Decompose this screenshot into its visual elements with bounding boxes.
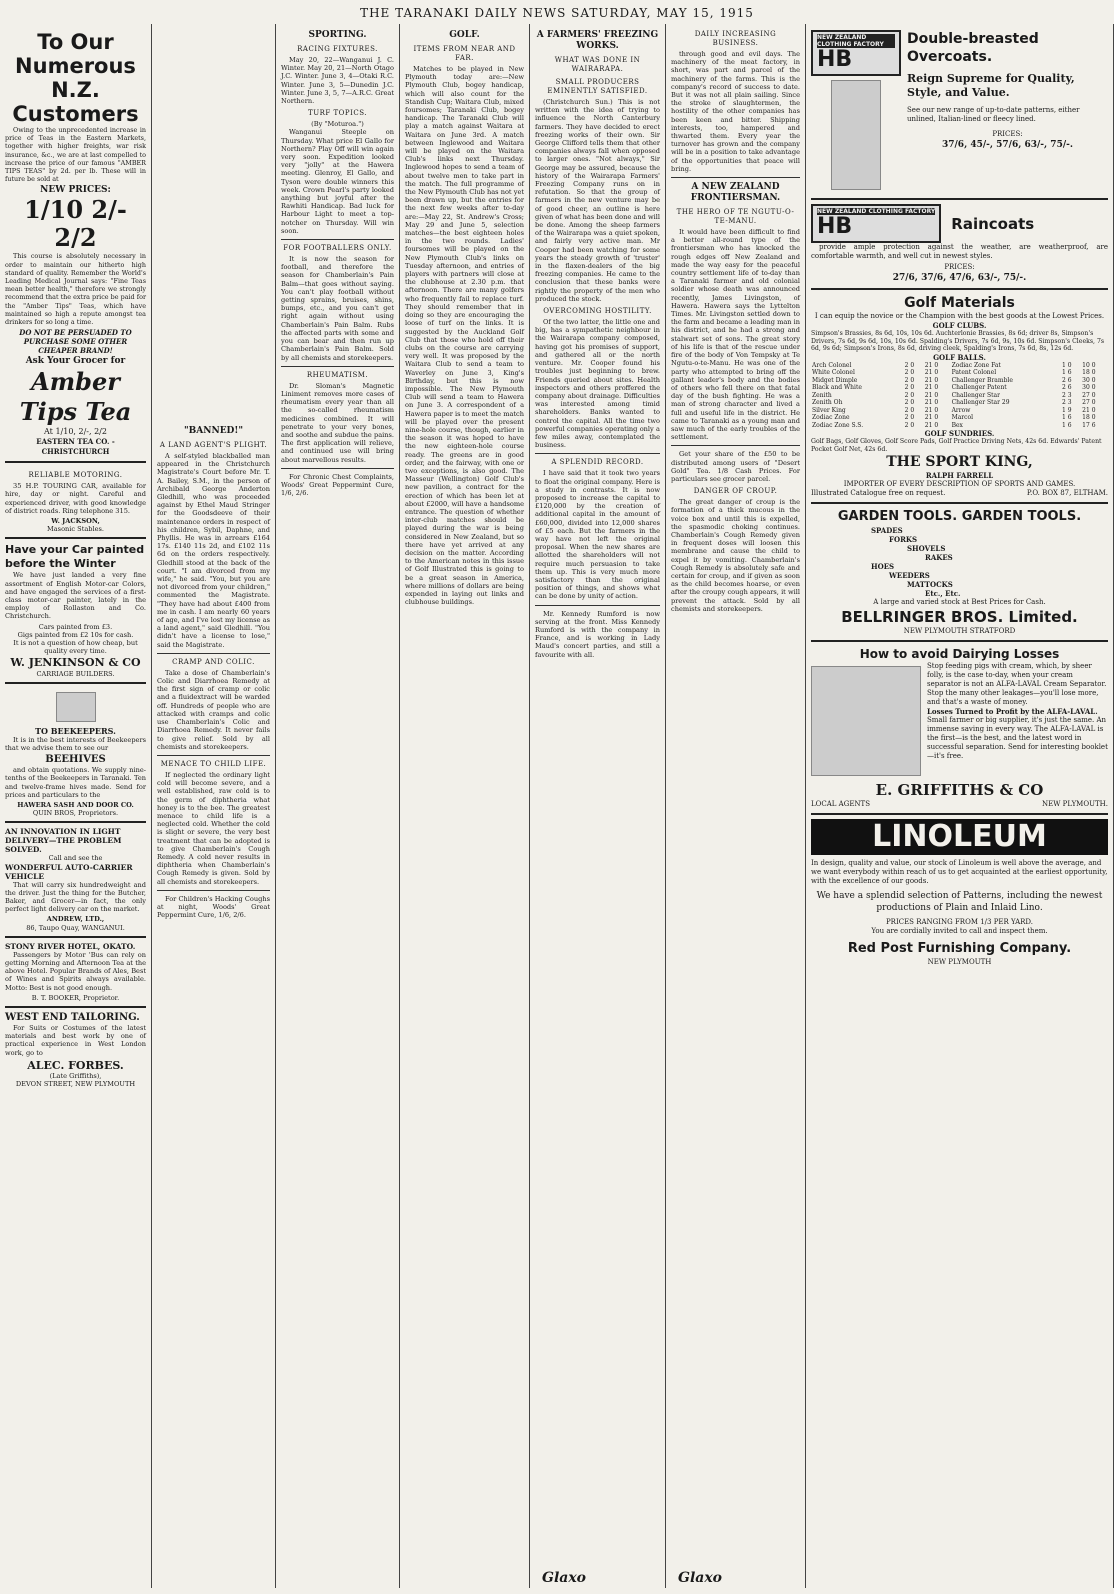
golf-ball-cell: 2 0 [904, 399, 915, 407]
cramp-head: CRAMP AND COLIC. [172, 657, 255, 666]
golf-ball-cell: 21 0 [924, 421, 939, 429]
column-4 [400, 24, 530, 1588]
golf-ball-row [811, 422, 1108, 430]
garden-item: HOES [871, 562, 895, 572]
golf-ball-cell: 18 0 [1082, 414, 1096, 422]
golf-ball-cell: 1 9 [1062, 406, 1072, 414]
frontiersman-text: It would have been difficult to find a better all-round type of the frontiersman who has knocked the rough edges off New Zealand and made the way easy for the peaceful country settlement life of to-day than a Taranaki farmer and old colonial soldier whose death was announced recently, James Livingston, of Hawera. Hawera says the Lyttelton Times. Mr. Livingston settled down to the farm and became a leading man in his district, and he had a strong and stalwart set of sons. The great story of his life is that of the rescue under fire of the body of Von Tempsky at Te Ngutu-o-te-Manu. He was one of the party who attempted to bring off the gallant leader's body and the bodies of others who fell there on that fatal day of the bush fighting. He was a man of strong character and lived a full and useful life in the district. He came to Taranaki as a young man and saw much of the early troubles of the settlement. [671, 228, 801, 442]
golf-ball-cell: 30 0 [1082, 376, 1096, 384]
rain-head: Raincoats [951, 214, 1035, 233]
cramp-text: Take a dose of Chamberlain's Colic and Diarrhoea Remedy at the first sign of cramp or colic and a fluidextract will be warded off. Hundreds of people who are attacked with cramps and colic use Chamberlain's Colic and Diarrhoea Remedy. It never fails to give relief. Sold by all chemists and storekeepers. [157, 668, 270, 751]
farrell-cat: Illustrated Catalogue free on request. [811, 489, 946, 498]
garden-item: FORKS [889, 535, 918, 545]
golf-ball-cell: Challenger Star 29 [951, 399, 1010, 407]
beehives: BEEHIVES [45, 754, 106, 766]
bellringer-towns: NEW PLYMOUTH STRATFORD [903, 627, 1016, 636]
golf-ball-cell: Marcol [951, 414, 974, 422]
farmers-sub2: SMALL PRODUCERS EMINENTLY SATISFIED. [547, 78, 648, 95]
delivery-body: That will carry six hundredweight and the driver. Just the thing for the Butcher, Baker, and Grocer—in fact, the only perfect light delivery car on the market. [5, 880, 146, 914]
motoring-head: RELIABLE MOTORING. [28, 471, 123, 480]
hb-small-2: NEW ZEALAND CLOTHING FACTORY [817, 208, 936, 215]
menace-text: If neglected the ordinary light cold will become severe, and a well established, raw cold is to the germ of diphtheria what honey is to the bee. The greatest menace to child life is a neglected cold. Whether the cold is slight or severe, the very best treatment that can be adopted is to give Chamberlain's Cough Remedy. A cold never results in diphtheria when Chamberlain's Cough Remedy is given. Sold by all chemists and storekeepers. [157, 770, 270, 886]
garden-head: GARDEN TOOLS. GARDEN TOOLS. [837, 509, 1082, 525]
farrell-sub: IMPORTER OF EVERY DESCRIPTION OF SPORTS AND GAMES. [843, 480, 1076, 489]
raincoat-header [811, 204, 1108, 243]
golf-ball-cell: 10 0 [1082, 361, 1096, 369]
divider [157, 653, 270, 654]
divider [535, 453, 660, 454]
col3-footer: For Chronic Chest Complaints, Woods' Great Peppermint Cure, 1/6, 2/6. [281, 472, 394, 498]
golf-ball-cell: 30 0 [1082, 384, 1096, 392]
hb-logo [811, 30, 901, 76]
divider [157, 755, 270, 756]
banned-sub: A LAND AGENT'S PLIGHT. [159, 441, 268, 449]
menace-head: MENACE TO CHILD LIFE. [160, 759, 267, 768]
motoring-addr: Masonic Stables. [47, 525, 104, 534]
golf-ball-cell: Silver King [812, 406, 846, 414]
golf-ball-row [811, 407, 1108, 415]
clubs-head: GOLF CLUBS. [932, 321, 987, 330]
persuade-text: DO NOT BE PERSUADED TO PURCHASE SOME OTHER CHEAPER BRAND! [19, 328, 132, 356]
lino-text: In design, quality and value, our stock of Linoleum is well above the average, and we want everybody within reach of us to get acquainted at the earliest opportunity, with the excellence of our goods. [811, 859, 1108, 886]
stony-body: Passengers by Motor 'Bus can rely on getting Morning and Afternoon Tea at the above Hotel. Popular Brands of Ales, Best of Wines and Spirits always available. Motto: Best is not good enough. [5, 950, 146, 992]
golf-ball-cell: 21 0 [924, 376, 939, 384]
cars-price: Cars painted from £3. [38, 622, 113, 631]
golf-ball-cell: 27 0 [1082, 399, 1096, 407]
dairy-body [811, 662, 1108, 780]
amber-body: Owing to the unprecedented increase in price of Teas in the Eastern Markets, together with higher freights, war risk insurance, &c., we are at last compelled to increase the price of our famous "AMBER TIPS TEAS" by 2d. per lb. These will in future be sold at [5, 126, 146, 184]
golf-ball-row [811, 392, 1108, 400]
golf-ball-cell: 2 0 [904, 406, 915, 414]
linoleum-banner: LINOLEUM [811, 819, 1108, 855]
alfa-laval-ad [811, 642, 1108, 815]
golf-ball-cell: 18 0 [1082, 369, 1096, 377]
banned-head: "BANNED!" [183, 426, 244, 436]
golf-ball-cell: 21 0 [1082, 406, 1096, 414]
golf-ball-row [811, 362, 1108, 370]
andrew-ltd: ANDREW, LTD., [46, 915, 105, 924]
stony-head: STONY RIVER HOTEL, OKATO. [5, 941, 136, 951]
golf-ball-cell: 2 0 [904, 391, 915, 399]
linoleum-ad [811, 819, 1108, 967]
garden-tools-ad [811, 504, 1108, 642]
mr-text: Mr. Kennedy Rumford is now serving at the front. Miss Kennedy Rumford is with the company in France, and is working in Lady Maud's concert parties, and still a favourite with all. [535, 609, 660, 659]
garden-stock: A large and varied stock at Best Prices for Cash. [873, 598, 1046, 607]
overcoat-text [907, 30, 1108, 194]
balls-head: GOLF BALLS. [933, 352, 986, 362]
hb-letters: HB [817, 47, 853, 72]
jenkinson-sub: CARRIAGE BUILDERS. [36, 669, 115, 678]
ask-grocer: Ask Your Grocer for [25, 356, 126, 367]
golf-ball-cell: 21 0 [924, 406, 939, 414]
eastern-tea-co: EASTERN TEA CO. - CHRISTCHURCH [36, 437, 115, 457]
stony-river-ad [5, 938, 146, 1008]
motoring-body: 35 H.P. TOURING CAR, available for hire, day or night. Careful and experienced driver, with good knowledge of district roads. Ring telephone 315. [5, 482, 146, 515]
red-post-town: NEW PLYMOUTH [927, 958, 992, 967]
column-2 [152, 24, 276, 1588]
griffiths-footer [811, 800, 1108, 809]
golf-ball-cell: Challenger Star [951, 391, 1000, 399]
amber-tips-ad [5, 26, 146, 463]
golf-ball-cell: Zodiac Zone [812, 414, 850, 422]
clubs-text: Simpson's Brassies, 8s 6d, 10s, 10s 6d. Auchterlonie Brassies, 8s 6d; driver 8s, Simpson's Drivers, 7s 6d, 9s 6d, 10s, 10s 6d. Spalding's Drivers, 7s 6d, 9s, 10s 6d. Simpson's Cleeks, 7s 6d, 9s 6d; Simpson's Irons, 8s 6d, driving cleek, Spalding's Irons, 7s 6d, 8s, 12s 6d. [811, 330, 1105, 353]
golf-ball-cell: Patent Colonel [951, 369, 997, 377]
golf-sub: ITEMS FROM NEAR AND FAR. [413, 45, 516, 62]
cars-note: It is not a question of how cheap, but quality every time. [13, 639, 138, 656]
golf-ball-cell: Bex [951, 421, 963, 429]
golf-ball-row [811, 369, 1108, 377]
golf-ball-cell: 27 0 [1082, 391, 1096, 399]
divider [535, 605, 660, 606]
hb-logo-2 [811, 204, 941, 243]
db-sub: Reign Supreme for Quality, Style, and Value. [907, 72, 1075, 99]
amber-price: At 1/10, 2/-, 2/2 [44, 427, 107, 437]
lino-prices: PRICES RANGING FROM 1/3 PER YARD. [885, 918, 1034, 927]
glaxo-ad-2: Glaxo [677, 1569, 723, 1586]
rain-prices: 27/6, 37/6, 47/6, 63/-, 75/-. [892, 273, 1027, 283]
golf-ball-row [811, 414, 1108, 422]
farmers-sub: WHAT WAS DONE IN WAIRARAPA. [554, 56, 641, 73]
glaxo-ad-1: Glaxo [541, 1569, 587, 1586]
separator-illustration [811, 666, 921, 776]
column-5 [530, 24, 666, 1588]
farrell-box: P.O. BOX 87, ELTHAM. [1026, 489, 1108, 498]
sundries-head: GOLF SUNDRIES. [924, 429, 995, 439]
motoring-ad [5, 463, 146, 539]
dairy-text2: Small farmer or big supplier, it's just the same. An immense saving in every way. The ALFA-LAVAL is the first—is the best, and the latest word in successful separation. Send for interesting booklet—it's free. [927, 716, 1108, 761]
golf-ball-cell: Zenith [812, 391, 832, 399]
overcoat-ad [811, 26, 1108, 200]
golf-ball-cell: 2 0 [904, 361, 915, 369]
lino-pattern: We have a splendid selection of Patterns, including the newest productions of Plain and Inlaid Lino. [816, 891, 1103, 914]
frontiersman-head: A NEW ZEALAND FRONTIERSMAN. [690, 182, 781, 204]
golf-ball-cell: Arrow [951, 406, 971, 414]
dairy-turned: Losses Turned to Profit by the ALFA-LAVAL. [927, 707, 1098, 717]
col2-footer: For Children's Hacking Coughs at night, Woods' Great Peppermint Cure, 1/6, 2/6. [157, 894, 270, 920]
golf-ball-cell: Zodiac Zone Fat [951, 361, 1001, 369]
divider [281, 468, 394, 469]
andrew-addr: 86, Taupo Quay, WANGANUI. [26, 923, 125, 932]
golf-ball-cell: 17 6 [1082, 421, 1096, 429]
divider [281, 239, 394, 240]
fixtures-head: RACING FIXTURES. [297, 45, 378, 53]
stock-text: Get your share of the £50 to be distributed among users of "Desert Gold" Tea. 1/8 Cash Prices. For particulars see grocer parcel. [671, 450, 800, 483]
golf-materials-head: Golf Materials [904, 295, 1015, 311]
car-body: We have just landed a very fine assortment of English Motor-car Colors, and have engaged the services of a first-class motor-car painter, lately in the employ of Rollaston and Co. Christchurch. [5, 571, 146, 621]
golf-ball-cell: 21 0 [924, 361, 939, 369]
masthead: THE TARANAKI DAILY NEWS SATURDAY, MAY 15, 1915 [360, 6, 754, 20]
hostility-text: Of the two latter, the little one and big, has a sympathetic neighbour in the Wairarapa company composed, having got his promises of support, and gathered all or the north venture. Mr. Cooper found his troubles just beginning to brew. Friends queried about sites. Health inspectors and others proffered the company about drainage. Difficulties was interested among timid shareholders. Banks wanted to control the capital. All the time two powerful companies operating only a few miles away, contemplated the business. [535, 318, 660, 450]
griffiths-sub: LOCAL AGENTS [811, 800, 871, 809]
golf-ball-cell: 2 0 [904, 369, 915, 377]
divider [671, 445, 800, 446]
amber-title: To Our Numerous N.Z. Customers [12, 30, 139, 126]
footballers-head: FOR FOOTBALLERS ONLY. [283, 244, 392, 253]
divider [281, 366, 394, 367]
alec-sub: (Late Griffiths), [49, 1071, 102, 1080]
golf-ball-cell: Zenith Oh [812, 399, 843, 407]
westend-head: WEST END TAILORING. [5, 1011, 140, 1023]
croup-text: The great danger of croup is the formation of a thick mucous in the voice box and until this is expelled, the spasmodic choking continues. Chamberlain's Cough Remedy given in frequent doses will loosen this membrane and cause the child to expel it by vomiting. Chamberlain's Cough Remedy is absolutely safe and certain for croup, and if given as soon as the child becomes hoarse, or even after the croupy cough appears, it will prevent the attack. Sold by all chemists and storekeepers. [671, 498, 800, 613]
golf-head: GOLF. [449, 30, 480, 40]
hostility-head: OVERCOMING HOSTILITY. [543, 307, 652, 316]
motoring-name: W. JACKSON, [51, 517, 100, 526]
jenkinson: W. JENKINSON & CO [10, 655, 141, 669]
garden-item: WEEDERS [889, 571, 930, 581]
golf-balls-table [811, 362, 1108, 430]
griffiths-town: NEW PLYMOUTH. [1042, 800, 1108, 809]
rheumatism-text: Dr. Sloman's Magnetic Liniment removes more cases of rheumatism every year than all the so-called rheumatism medicines combined. It will penetrate to your very bones, and soothe and subdue the pains. The first application will relieve, and continued use will bring about marvellous results. [281, 381, 394, 464]
golf-ball-cell: 2 3 [1062, 391, 1072, 399]
golf-text: Matches to be played in New Plymouth today are:—New Plymouth Club, bogey handicap, which will also count for the Standish Cup; Waitara Club, mixed foursomes; Taranaki Club, bogey handicap. The Taranaki Club will play a match against Waitara at Waitara on June 3rd. A match between Inglewood and Waitara will be played on the Waitara Club's links next Thursday. Inglewood hopes to send a team of about twelve men to take part in the match. The full programme of the New Plymouth Club has not yet been drawn up, but the entries for the next few weeks after to-day are:—May 22, St. Andrew's Cross; May 29 and June 5, selection matches—the best eighteen holes in the two rounds. Ladies' foursomes will be played on the New Plymouth Club's links on Tuesday afternoon, and entries of players with partners will close at the clubhouse at 2.30 p.m. that afternoon. There are many golfers who frequently fail to replace turf. They should remember that in doing so they are encouraging the loose of turf on the links. It is suggested by the Auckland Golf Club that those who hold off their clubs on the course are carrying very well. It was proposed by the Waitara Club to send a team to Waverley on June 3, King's Birthday, but this is now impossible. The New Plymouth Club will send a team to Hawera on June 3. A correspondent of a Hawera paper is to meet the match will be played over the present nine-hole course, though, earlier in the season it was hoped to have the new eighteen-hole course ready. The greens are in good order, and the fairway, with one or two exceptions, is also good. The Masseur (Wellington) Golf Club's new pavilion, a contract for the erection of which has been let at about £2000, will have a handsome entrance. The question of whether inter-club matches should be played during the war is being considered in New Zealand, but so there have yet arrived at any decision on the matter. According to the American notes in this issue of Golf Illustrated this is going to be a great season in America, where millions of dollars are being expended in laying out links and clubhouse buildings. [405, 65, 524, 607]
beehive-illustration [56, 692, 96, 722]
hawera-sash: HAWERA SASH AND DOOR CO. [17, 800, 134, 809]
hb-letters-2: HB [817, 214, 853, 239]
turf-head: TURF TOPICS. [308, 109, 367, 118]
golf-ball-cell: 2 0 [904, 384, 915, 392]
farrell-footer [811, 489, 1108, 498]
golf-materials-ad [811, 290, 1108, 504]
bee-head: TO BEEKEEPERS. [35, 725, 116, 736]
new-prices-label: NEW PRICES: [40, 185, 111, 196]
dairy-text-block [927, 662, 1108, 780]
golf-ball-row [811, 377, 1108, 385]
griffiths: E. GRIFFITHS & CO [875, 781, 1044, 800]
golf-ball-cell: 1 6 [1062, 414, 1072, 422]
divider [157, 890, 270, 891]
farrell: RALPH FARRELL [925, 471, 994, 481]
turf-text: Wanganui Steeple on Thursday. What price El Gallo for Northern? Play Off will win again very soon. Expedition looked very "jolly" at the Hawera meeting. Glenroy, El Gallo, and Tyson were double winners this week. Crown Pearl's party looked anything but joyful after the Rawhiti Handicap. Bad luck for Harbour Light to meet a top-notcher on Thursday. Will win soon. [281, 128, 394, 235]
croup-head: DANGER OF CROUP. [693, 487, 778, 496]
garden-item: SPADES [871, 526, 903, 536]
golf-ball-row [811, 384, 1108, 392]
delivery-head: AN INNOVATION IN LIGHT DELIVERY—THE PROBLEM SOLVED. [5, 827, 122, 855]
bee-body2: and obtain quotations. We supply nine-tenths of the Beekeepers in Taranaki. Ten and twelve-frame hives made. Send for prices and particulars to the [5, 766, 146, 799]
car-paint-ad [5, 539, 146, 683]
column-1 [0, 24, 152, 1588]
golf-ball-cell: 2 0 [904, 414, 915, 422]
golf-ball-cell: 2 6 [1062, 384, 1072, 392]
gigs-price: Gigs painted from £2 10s for cash. [17, 630, 134, 639]
golf-ball-cell: 21 0 [924, 399, 939, 407]
sport-king: THE SPORT KING, [886, 454, 1033, 471]
amber-tips-logo: Amber Tips Tea [19, 367, 132, 427]
daily-head: DAILY INCREASING BUSINESS. [694, 30, 777, 47]
sundries-text: Golf Bags, Golf Gloves, Golf Score Pads, Golf Practice Driving Nets, 42s 6d. Edwards' Patent Pocket Golf Net, 42s 6d. [811, 438, 1102, 453]
overcoat-figure [831, 80, 881, 190]
dairy-head: How to avoid Dairying Losses [859, 647, 1060, 662]
golf-ball-cell: 2 3 [1062, 399, 1072, 407]
golf-ball-cell: 21 0 [924, 414, 939, 422]
garden-item: MATTOCKS [907, 580, 953, 590]
car-head: Have your Car painted before the Winter [5, 543, 145, 571]
westend-body: For Suits or Costumes of the latest materials and best work by one of practical experience in West London work, go to [5, 1023, 146, 1057]
golf-ball-cell: 1 0 [1062, 361, 1072, 369]
frontiersman-sub: THE HERO OF TE NGUTU-O-TE-MANU. [676, 208, 795, 226]
bee-body: It is in the best interests of Beekeepers that we advise them to see our [5, 735, 146, 752]
golf-ball-cell: Zodiac Zone S.S. [812, 421, 864, 429]
garden-item: Etc., Etc. [925, 589, 961, 599]
red-post: Red Post Furnishing Company. [847, 941, 1072, 957]
golf-ball-cell: 1 6 [1062, 369, 1072, 377]
raincoat-ad [811, 200, 1108, 290]
golf-ball-cell: 21 0 [924, 384, 939, 392]
stony-name: B. T. BOOKER, Proprietor. [31, 993, 120, 1002]
beekeepers-ad [5, 684, 146, 824]
garden-item: SHOVELS [907, 544, 946, 554]
golf-ball-cell: Challenger Bramble [951, 376, 1013, 384]
rain-prices-label: PRICES: [944, 263, 975, 271]
farmers-head: A FARMERS' FREEZING WORKS. [536, 30, 659, 51]
bellringer: BELLRINGER BROS. Limited. [841, 608, 1078, 627]
column-7 [806, 24, 1114, 1588]
golf-ball-cell: 1 6 [1062, 421, 1072, 429]
garden-item: RAKES [925, 553, 953, 563]
golf-intro: I can equip the novice or the Champion with the best goods at the Lowest Prices. [814, 312, 1105, 320]
dairy-text: Stop feeding pigs with cream, which, by sheer folly, is the case to-day, when your cream separator is not an ALFA-LAVAL Cream Separator. Stop the many other leakages—you'll lose more, and that's a waste of money. [927, 662, 1107, 707]
alec-addr: DEVON STREET, NEW PLYMOUTH [15, 1079, 136, 1088]
column-6 [666, 24, 806, 1588]
record-head: A SPLENDID RECORD. [551, 458, 644, 467]
delivery-title: WONDERFUL AUTO-CARRIER VEHICLE [5, 862, 133, 881]
daily-text: through good and evil days. The machinery of the meat factory, in short, was part and parcel of the machinery of the farms. This is the company's record of success to date. But it was not all plain sailing. Since the stroke of slaughtermen, the hostility of the other companies has been keen and bitter. Shipping interests, too, hampered and thwarted them. Every year the turnover has grown and the company will be in a position to take advantage of the opportunities that peace will bring. [671, 50, 800, 173]
new-prices: 1/10 2/- 2/2 [24, 195, 127, 253]
golf-ball-cell: 2 0 [904, 421, 915, 429]
column-3 [276, 24, 400, 1588]
hawera-sub: QUIN BROS, Proprietors. [32, 809, 119, 818]
overcoat-figure-block [811, 30, 901, 194]
sporting-head: SPORTING. [308, 30, 367, 40]
golf-ball-cell: Challenger Patent [951, 384, 1007, 392]
golf-ball-cell: White Colonel [812, 369, 855, 377]
footballers-text: It is now the season for football, and therefore the season for Chamberlain's Pain Balm—that goes without saying. You can't play football without getting sprains, bruises, shins, bumps, etc., and you can't get right again without using Chamberlain's Pain Balm. Rubs the affected parts with some and you can bear and then run up Chamberlain's Pain Balm. Sold by all chemists and storekeepers. [281, 255, 394, 362]
db-prices: 37/6, 45/-, 57/6, 63/-, 75/-. [942, 140, 1073, 150]
golf-ball-cell: 21 0 [924, 369, 939, 377]
db-prices-label: PRICES: [992, 130, 1023, 138]
fixtures-text: May 20, 22—Wanganui J. C. Winter. May 20, 21—North Otago J.C. Winter. June 3, 4—Otaki R.C. Winter. June 3, 5—Dunedin J.C. Winter. June 3, 5, 7—A.R.C. Great Northern. [281, 56, 394, 106]
lino-invite: You are cordially invited to call and inspect them. [871, 927, 1048, 936]
golf-ball-cell: Arch Colonel [812, 361, 852, 369]
farmers-text: (Christchurch Sun.) This is not written with the idea of trying to influence the North Canterbury farmers. They have decided to erect freezing works of their own. Sir George Clifford tells them that other companies always fall when opposed to larger ones. "Not always," Sir George may be assured, because the history of the Wairarapa Farmers' Freezing Company runs on in refutation. So that the group of farmers in the new venture may be of good cheer, an outline is here given of what has been done and will be done. Among the sheep farmers of the Wairarapa was a quiet spoken, and fairly very active man. Mr Cooper had been watching for some years the steady growth of 'truster' in the flaxen-dealers of the big freezing companies. He came to the conclusion that these banks were rightly the property of the men who produced the stock. [535, 98, 660, 303]
record-text: I have said that it took two years to float the original company. Here is a study in contrasts. It is now proposed to increase the capital to £120,000 by the creation of additional capital in the amount of £60,000, divided into 12,000 shares of £5 each. But the farmers in the way have not left the original proposal. When the new shares are allotted the shareholders will not require much persuasion to take them up. This is very much more satisfactory than the original position of things, and shows what can be done by unity of action. [535, 469, 660, 601]
course-text: This course is absolutely necessary in order to maintain our hitherto high standard of quality. Remember the World's Leading Medical Journal says: "Fine Teas mean better health," therefore we strongly recommend that the extra price be paid for the "Amber Tips" Teas, which have maintained so high a repute amongst tea drinkers for so long a time. [5, 252, 146, 327]
turf-by: (By "Moturoa.") [311, 120, 364, 129]
delivery-ad [5, 823, 146, 937]
alec-forbes: ALEC. FORBES. [27, 1058, 124, 1072]
golf-ball-row [811, 399, 1108, 407]
golf-ball-cell: 2 0 [904, 376, 915, 384]
golf-ball-cell: Black and White [812, 384, 862, 392]
db-text: See our new range of up-to-date patterns, either unlined, Italian-lined or fleecy lined. [907, 106, 1080, 123]
delivery-call: Call and see the [48, 854, 103, 863]
golf-ball-cell: 21 0 [924, 391, 939, 399]
westend-ad [5, 1008, 146, 1088]
golf-ball-cell: 2 6 [1062, 376, 1072, 384]
db-head: Double-breasted Overcoats. [907, 31, 1039, 65]
divider [671, 177, 800, 178]
golf-ball-cell: Midget Dimple [812, 376, 858, 384]
rain-text: provide ample protection against the weather, are weatherproof, are comfortable warmth, and well cut in newest styles. [811, 243, 1108, 260]
banned-text: A self-styled blackballed man appeared in the Christchurch Magistrate's Court before Mr. T. A. Bailey, S.M., in the person of Archibald George Anderton Gledhill, who was proceeded against by Ethel Maud Stringer for the Goodsdeeve of their maintenance orders in respect of his children, Sybil, Daphne, and Phyllis. He was in arrears £164 17s. £140 11s 2d, and £102 11s 6d on the orders respectively. Gledhill stood at the back of the court. "I am divorced from my wife," he said. "You, but you are not divorced from your children," commented the Magistrate. "They have had about £400 from me in cash. I am nearly 60 years of age, and I've lost my license as a land agent," said Gledhill. "You didn't have a license to lose," said the Magistrate. [157, 452, 270, 649]
rheumatism-head: RHEUMATISM. [306, 370, 369, 379]
hb-small: NEW ZEALAND CLOTHING FACTORY [817, 34, 895, 48]
garden-items [811, 526, 1108, 598]
